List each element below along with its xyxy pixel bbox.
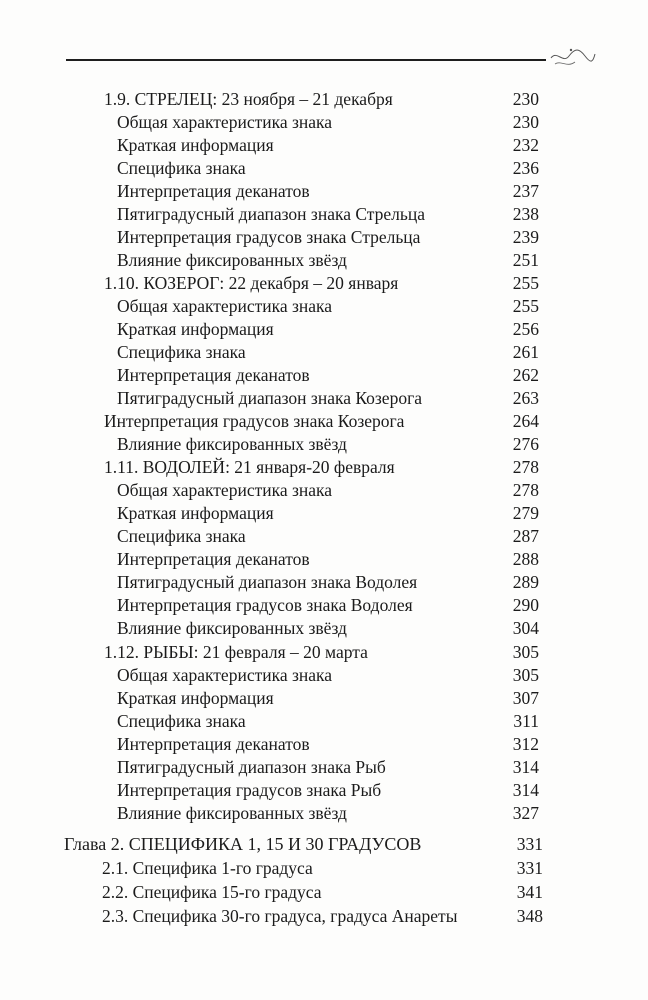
toc-entry-label: 2.1. Специфика 1-го градуса (102, 858, 313, 878)
toc-entry-label: Интерпретация градусов знака Рыб (117, 780, 382, 800)
toc-entry-page: 312 (512, 734, 539, 754)
toc-entry-page: 307 (512, 688, 539, 708)
toc-entry-label: 2.2. Специфика 15-го градуса (102, 882, 322, 902)
toc-entry-label: Общая характеристика знака (117, 665, 333, 685)
toc-entry (0, 802, 648, 825)
toc-entry-label: Интерпретация градусов знака Козерога (104, 411, 405, 431)
toc-entry-page: 331 (516, 858, 543, 878)
toc-entry-page: 230 (512, 112, 539, 132)
toc-entry (0, 881, 648, 904)
toc-entry-page: 314 (512, 780, 539, 800)
toc-entry-page: 230 (512, 89, 539, 109)
toc-entry-page: 236 (512, 158, 539, 178)
toc-entry-label: Интерпретация деканатов (117, 734, 310, 754)
toc-entry-section (0, 272, 648, 295)
toc-entry (0, 617, 648, 640)
toc-entry-label: Интерпретация градусов знака Стрельца (117, 227, 421, 247)
toc-entry (0, 203, 648, 226)
toc-entry-page: 305 (512, 642, 539, 662)
toc-entry-label: Интерпретация деканатов (117, 181, 310, 201)
toc-entry-page: 238 (512, 204, 539, 224)
toc-entry (0, 664, 648, 687)
toc-entry-label: Пятиградусный диапазон знака Водолея (117, 572, 418, 592)
toc-entry-page: 279 (512, 503, 539, 523)
toc-entry-label: 1.11. ВОДОЛЕЙ: 21 января-20 февраля (104, 457, 395, 477)
toc-entry-page: 288 (512, 549, 539, 569)
toc-entry-page: 278 (512, 457, 539, 477)
toc-entry-page: 256 (512, 319, 539, 339)
toc-entry (0, 548, 648, 571)
toc-entry-page: 289 (512, 572, 539, 592)
toc-entry-label: Пятиградусный диапазон знака Козерога (117, 388, 423, 408)
toc-entry-label: Краткая информация (117, 503, 274, 523)
toc-entry (0, 433, 648, 456)
toc-entry-label: Общая характеристика знака (117, 112, 333, 132)
toc-entry (0, 111, 648, 134)
toc-entry-label: 1.9. СТРЕЛЕЦ: 23 ноября – 21 декабря (104, 89, 393, 109)
toc-entry (0, 779, 648, 802)
toc-entry-page: 232 (512, 135, 539, 155)
toc-entry-page: 278 (512, 480, 539, 500)
toc-entry-page: 314 (512, 757, 539, 777)
toc-entry-label: Краткая информация (117, 319, 274, 339)
toc-entry-page: 311 (513, 711, 539, 731)
toc-entry (0, 295, 648, 318)
toc-entry-label: Пятиградусный диапазон знака Рыб (117, 757, 386, 777)
toc-entry-page: 239 (512, 227, 539, 247)
toc-entry (0, 134, 648, 157)
toc-entry (0, 687, 648, 710)
toc-entry-page: 287 (512, 526, 539, 546)
toc-entry-page: 331 (516, 834, 543, 854)
toc-entry-label: Общая характеристика знака (117, 480, 333, 500)
toc-entry-label: 1.10. КОЗЕРОГ: 22 декабря – 20 января (104, 273, 399, 293)
toc-entry-label: Интерпретация деканатов (117, 549, 310, 569)
toc-entry-label: Интерпретация градусов знака Водолея (117, 595, 413, 615)
toc-entry-page: 276 (512, 434, 539, 454)
toc-entry-label: Общая характеристика знака (117, 296, 333, 316)
toc-entry (0, 710, 648, 733)
toc-entry (0, 756, 648, 779)
toc-entry-section (0, 88, 648, 111)
toc-entry-label: Краткая информация (117, 135, 274, 155)
toc-entry (0, 318, 648, 341)
toc-entry-page: 305 (512, 665, 539, 685)
toc-entry (0, 571, 648, 594)
toc-entry-label: Влияние фиксированных звёзд (117, 803, 347, 823)
toc-entry-label: Краткая информация (117, 688, 274, 708)
toc-entry (0, 857, 648, 880)
toc-entry (0, 905, 648, 928)
toc-entry (0, 479, 648, 502)
toc-entry-section (0, 641, 648, 664)
toc-entry-page: 261 (512, 342, 539, 362)
toc-entry-page: 237 (512, 181, 539, 201)
toc-entry-page: 304 (512, 618, 539, 638)
toc-entry (0, 502, 648, 525)
toc-entry-page: 341 (516, 882, 543, 902)
toc-entry (0, 157, 648, 180)
toc-entry-page: 262 (512, 365, 539, 385)
toc-entry-section (0, 456, 648, 479)
toc-entry (0, 341, 648, 364)
toc-entry-label: 1.12. РЫБЫ: 21 февраля – 20 марта (104, 642, 368, 662)
toc-entry-label: Влияние фиксированных звёзд (117, 434, 347, 454)
toc-entry-page: 327 (512, 803, 539, 823)
toc-entry-label: Интерпретация деканатов (117, 365, 310, 385)
toc-entry-label: Влияние фиксированных звёзд (117, 250, 347, 270)
toc-entry (0, 387, 648, 410)
toc-entry (0, 364, 648, 387)
toc-entry-label: Специфика знака (117, 526, 246, 546)
toc-entry-page: 255 (512, 273, 539, 293)
toc-entry (0, 525, 648, 548)
toc-entry (0, 733, 648, 756)
toc-entry-label: Пятиградусный диапазон знака Стрельца (117, 204, 426, 224)
toc-entry-label: Влияние фиксированных звёзд (117, 618, 347, 638)
toc-entry (0, 594, 648, 617)
toc-entry-label: Специфика знака (117, 711, 246, 731)
toc-entry-page: 255 (512, 296, 539, 316)
toc-entry-label: Глава 2. СПЕЦИФИКА 1, 15 И 30 ГРАДУСОВ (64, 834, 422, 854)
toc-entry-label: 2.3. Специфика 30-го градуса, градуса Анареты (102, 906, 458, 926)
toc-entry-page: 290 (512, 595, 539, 615)
toc-entry (0, 410, 648, 433)
toc-entry (0, 180, 648, 203)
toc-entry-page: 348 (516, 906, 543, 926)
toc-entry-chapter (0, 833, 648, 856)
toc-entry (0, 249, 648, 272)
toc-entry-label: Специфика знака (117, 342, 246, 362)
toc-entry-page: 264 (512, 411, 539, 431)
toc-entry (0, 226, 648, 249)
toc-entry-page: 263 (512, 388, 539, 408)
toc-entry-label: Специфика знака (117, 158, 246, 178)
toc-entry-page: 251 (512, 250, 539, 270)
